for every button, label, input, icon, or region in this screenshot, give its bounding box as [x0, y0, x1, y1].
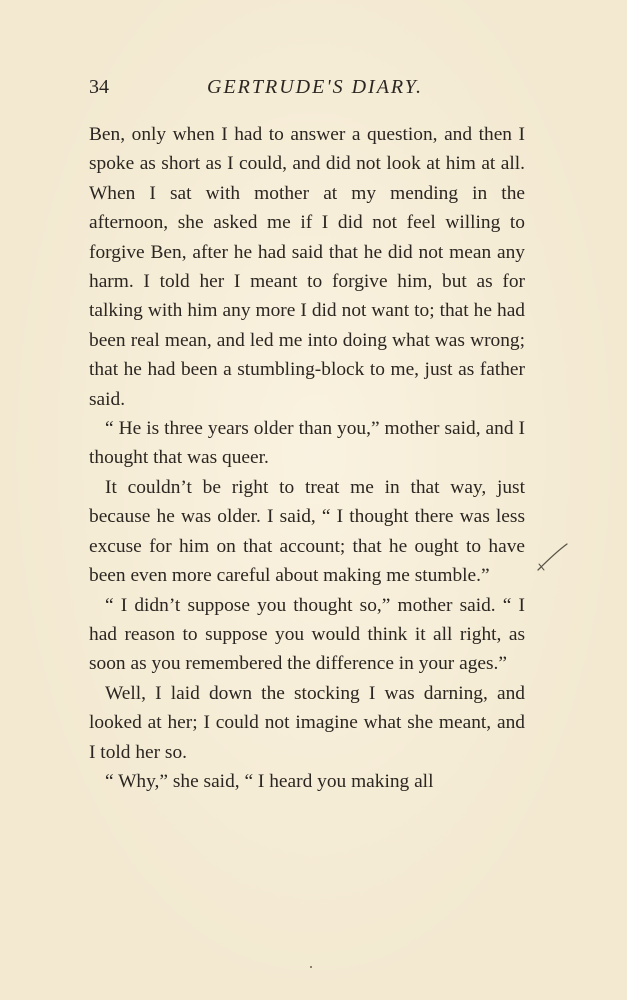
body-text [89, 120, 525, 796]
paragraph-5: Well, I laid down the stocking I was darning, and looked at her; I could not imagine what she meant, and I told her so. [89, 682, 525, 763]
page-number: 34 [89, 76, 109, 98]
paragraph-1: Ben, only when I had to answer a question, and then I spoke as short as I could, and did not look at him at all. When I sat with mother at my mending in the afternoon, she asked me if I did not feel willing to forgive Ben, after he had said that he did not mean any harm. I told her I meant to forgive him, but as for talking with him any more I did not want to; that he had been real mean, and led me into doing what was wrong; that he had been a stumbling-block to me, just as father said. [89, 124, 525, 410]
paragraph-3: It couldn’t be right to treat me in that way, just because he was older. I said, “ I thought there was less excuse for him on that account; that he ought to have been even more careful about making me stumble.” [89, 476, 525, 587]
paragraph-2: “ He is three years older than you,” mother said, and I thought that was queer. [89, 418, 525, 469]
paragraph-4: “ I didn’t suppose you thought so,” mother said. “ I had reason to suppose you would think it all right, as soon as you remembered the difference in your ages.” [89, 594, 525, 675]
pencil-margin-mark [536, 536, 570, 576]
paper-speck [310, 966, 312, 968]
running-head [89, 74, 529, 100]
paragraph-6: “ Why,” she said, “ I heard you making all [105, 770, 434, 792]
book-title: GERTRUDE'S DIARY. [207, 76, 424, 98]
